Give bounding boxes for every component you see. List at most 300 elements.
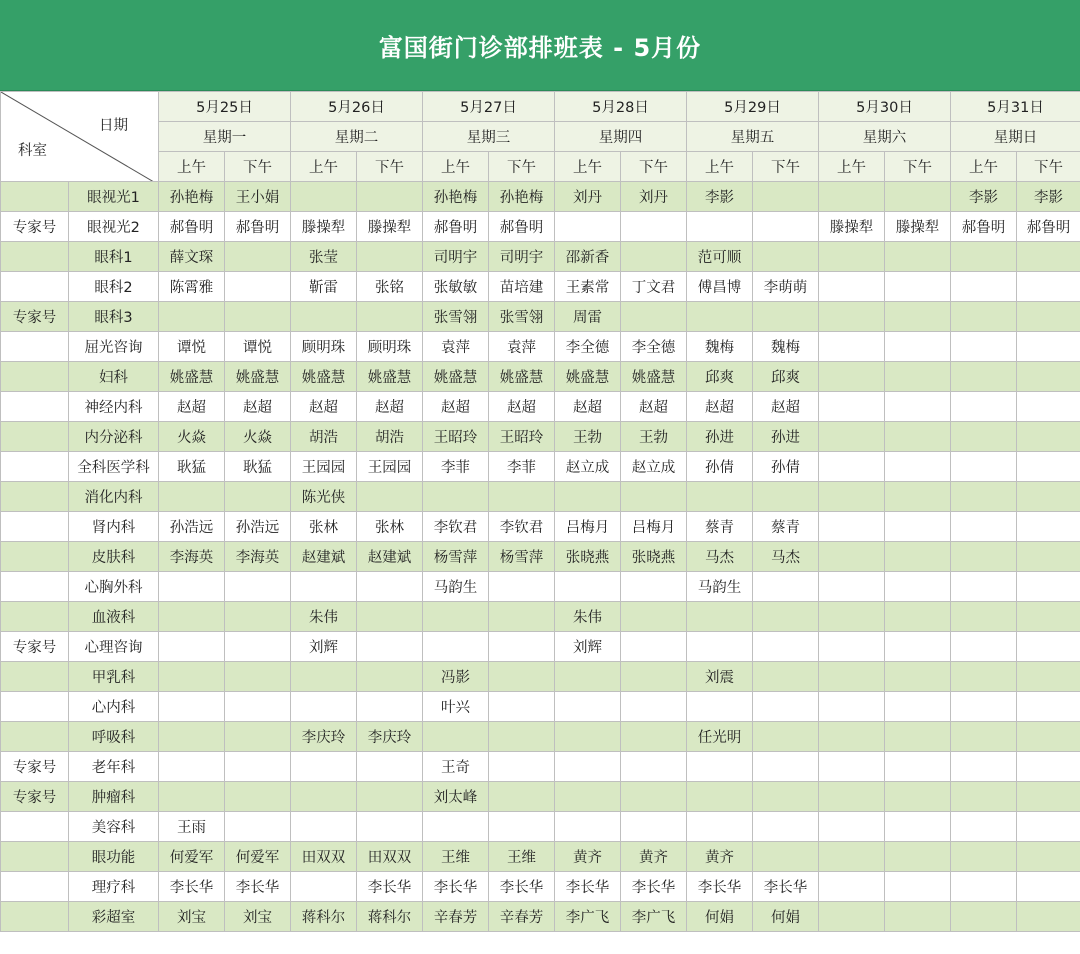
doctor-cell bbox=[951, 542, 1017, 572]
doctor-cell bbox=[819, 422, 885, 452]
doctor-cell bbox=[885, 692, 951, 722]
doctor-cell bbox=[951, 872, 1017, 902]
doctor-cell bbox=[489, 632, 555, 662]
doctor-cell: 王维 bbox=[423, 842, 489, 872]
weekday-header: 星期五 bbox=[687, 122, 819, 152]
department-cell: 血液科 bbox=[69, 602, 159, 632]
doctor-cell bbox=[489, 662, 555, 692]
doctor-cell: 顾明珠 bbox=[291, 332, 357, 362]
doctor-cell: 马杰 bbox=[753, 542, 819, 572]
doctor-cell: 李钦君 bbox=[489, 512, 555, 542]
doctor-cell bbox=[423, 722, 489, 752]
doctor-cell bbox=[687, 752, 753, 782]
doctor-cell bbox=[555, 782, 621, 812]
table-row bbox=[1, 362, 1080, 392]
doctor-cell bbox=[819, 362, 885, 392]
doctor-cell bbox=[1017, 812, 1080, 842]
department-cell: 妇科 bbox=[69, 362, 159, 392]
doctor-cell: 魏梅 bbox=[687, 332, 753, 362]
doctor-cell bbox=[357, 692, 423, 722]
doctor-cell bbox=[819, 452, 885, 482]
table-row bbox=[1, 392, 1080, 422]
doctor-cell bbox=[621, 572, 687, 602]
doctor-cell bbox=[357, 572, 423, 602]
doctor-cell: 刘震 bbox=[687, 662, 753, 692]
department-cell: 眼视光2 bbox=[69, 212, 159, 242]
doctor-cell: 孙艳梅 bbox=[159, 182, 225, 212]
doctor-cell: 朱伟 bbox=[555, 602, 621, 632]
date-header: 5月30日 bbox=[819, 92, 951, 122]
doctor-cell bbox=[1017, 662, 1080, 692]
doctor-cell bbox=[819, 242, 885, 272]
expert-tag-cell bbox=[1, 242, 69, 272]
doctor-cell bbox=[159, 662, 225, 692]
am-header: 上午 bbox=[951, 152, 1017, 182]
doctor-cell bbox=[819, 392, 885, 422]
doctor-cell bbox=[885, 452, 951, 482]
doctor-cell: 孙倩 bbox=[687, 452, 753, 482]
date-header: 5月27日 bbox=[423, 92, 555, 122]
department-cell: 神经内科 bbox=[69, 392, 159, 422]
doctor-cell: 李长华 bbox=[555, 872, 621, 902]
doctor-cell bbox=[621, 602, 687, 632]
doctor-cell bbox=[225, 752, 291, 782]
doctor-cell: 耿猛 bbox=[159, 452, 225, 482]
doctor-cell: 何爱军 bbox=[159, 842, 225, 872]
doctor-cell bbox=[225, 782, 291, 812]
table-row bbox=[1, 182, 1080, 212]
doctor-cell: 冯影 bbox=[423, 662, 489, 692]
table-row bbox=[1, 482, 1080, 512]
doctor-cell bbox=[291, 812, 357, 842]
doctor-cell: 司明宇 bbox=[423, 242, 489, 272]
table-row bbox=[1, 902, 1080, 932]
expert-tag-cell: 专家号 bbox=[1, 632, 69, 662]
department-cell: 眼科1 bbox=[69, 242, 159, 272]
date-header: 5月29日 bbox=[687, 92, 819, 122]
doctor-cell bbox=[753, 722, 819, 752]
doctor-cell bbox=[225, 812, 291, 842]
doctor-cell bbox=[951, 512, 1017, 542]
doctor-cell: 黄齐 bbox=[555, 842, 621, 872]
expert-tag-cell bbox=[1, 362, 69, 392]
doctor-cell: 火焱 bbox=[159, 422, 225, 452]
doctor-cell bbox=[819, 632, 885, 662]
doctor-cell: 刘宝 bbox=[225, 902, 291, 932]
half-day-header-row bbox=[1, 152, 1080, 182]
doctor-cell: 李广飞 bbox=[621, 902, 687, 932]
doctor-cell bbox=[819, 782, 885, 812]
doctor-cell: 刘丹 bbox=[555, 182, 621, 212]
department-cell: 眼科2 bbox=[69, 272, 159, 302]
doctor-cell: 何娟 bbox=[753, 902, 819, 932]
doctor-cell bbox=[687, 692, 753, 722]
doctor-cell: 王小娟 bbox=[225, 182, 291, 212]
doctor-cell bbox=[1017, 752, 1080, 782]
doctor-cell bbox=[291, 752, 357, 782]
weekday-header: 星期二 bbox=[291, 122, 423, 152]
date-header: 5月31日 bbox=[951, 92, 1080, 122]
table-row bbox=[1, 272, 1080, 302]
department-cell: 肾内科 bbox=[69, 512, 159, 542]
table-row bbox=[1, 692, 1080, 722]
table-row bbox=[1, 332, 1080, 362]
doctor-cell bbox=[885, 632, 951, 662]
doctor-cell: 袁萍 bbox=[423, 332, 489, 362]
department-cell: 心胸外科 bbox=[69, 572, 159, 602]
doctor-cell: 滕操犁 bbox=[885, 212, 951, 242]
doctor-cell: 孙浩远 bbox=[159, 512, 225, 542]
department-cell: 心内科 bbox=[69, 692, 159, 722]
doctor-cell bbox=[819, 842, 885, 872]
am-header: 上午 bbox=[423, 152, 489, 182]
doctor-cell: 田双双 bbox=[291, 842, 357, 872]
doctor-cell: 郝鲁明 bbox=[1017, 212, 1080, 242]
doctor-cell bbox=[951, 632, 1017, 662]
doctor-cell: 李菲 bbox=[423, 452, 489, 482]
table-row bbox=[1, 452, 1080, 482]
doctor-cell bbox=[819, 302, 885, 332]
doctor-cell: 王雨 bbox=[159, 812, 225, 842]
doctor-cell bbox=[753, 692, 819, 722]
table-row bbox=[1, 242, 1080, 272]
doctor-cell bbox=[951, 782, 1017, 812]
doctor-cell: 何娟 bbox=[687, 902, 753, 932]
doctor-cell: 谭悦 bbox=[159, 332, 225, 362]
doctor-cell bbox=[819, 602, 885, 632]
schedule-body bbox=[1, 182, 1080, 932]
doctor-cell: 薛文琛 bbox=[159, 242, 225, 272]
schedule-table bbox=[0, 91, 1080, 932]
doctor-cell bbox=[621, 692, 687, 722]
table-row bbox=[1, 542, 1080, 572]
doctor-cell bbox=[423, 812, 489, 842]
doctor-cell bbox=[357, 752, 423, 782]
doctor-cell bbox=[159, 782, 225, 812]
doctor-cell bbox=[357, 242, 423, 272]
doctor-cell: 滕操犁 bbox=[357, 212, 423, 242]
department-cell: 彩超室 bbox=[69, 902, 159, 932]
doctor-cell: 李海英 bbox=[225, 542, 291, 572]
doctor-cell: 张敏敏 bbox=[423, 272, 489, 302]
pm-header: 下午 bbox=[753, 152, 819, 182]
doctor-cell: 赵超 bbox=[159, 392, 225, 422]
doctor-cell bbox=[951, 842, 1017, 872]
doctor-cell: 刘宝 bbox=[159, 902, 225, 932]
doctor-cell: 李长华 bbox=[621, 872, 687, 902]
doctor-cell bbox=[225, 602, 291, 632]
doctor-cell bbox=[819, 872, 885, 902]
doctor-cell: 蔡青 bbox=[687, 512, 753, 542]
table-row bbox=[1, 302, 1080, 332]
doctor-cell bbox=[753, 662, 819, 692]
doctor-cell bbox=[489, 692, 555, 722]
doctor-cell bbox=[885, 602, 951, 632]
doctor-cell bbox=[753, 842, 819, 872]
doctor-cell bbox=[819, 542, 885, 572]
doctor-cell: 耿猛 bbox=[225, 452, 291, 482]
doctor-cell bbox=[621, 482, 687, 512]
doctor-cell bbox=[819, 722, 885, 752]
expert-tag-cell bbox=[1, 872, 69, 902]
doctor-cell: 王昭玲 bbox=[423, 422, 489, 452]
doctor-cell bbox=[951, 452, 1017, 482]
doctor-cell: 刘丹 bbox=[621, 182, 687, 212]
doctor-cell: 苗培建 bbox=[489, 272, 555, 302]
weekday-header: 星期一 bbox=[159, 122, 291, 152]
doctor-cell bbox=[555, 752, 621, 782]
doctor-cell bbox=[1017, 452, 1080, 482]
doctor-cell: 孙艳梅 bbox=[489, 182, 555, 212]
doctor-cell bbox=[291, 872, 357, 902]
doctor-cell bbox=[1017, 872, 1080, 902]
doctor-cell bbox=[951, 722, 1017, 752]
doctor-cell bbox=[885, 902, 951, 932]
table-row bbox=[1, 812, 1080, 842]
expert-tag-cell bbox=[1, 422, 69, 452]
expert-tag-cell: 专家号 bbox=[1, 212, 69, 242]
doctor-cell bbox=[819, 482, 885, 512]
doctor-cell: 杨雪萍 bbox=[423, 542, 489, 572]
doctor-cell bbox=[819, 272, 885, 302]
doctor-cell: 郝鲁明 bbox=[225, 212, 291, 242]
doctor-cell: 马韵生 bbox=[687, 572, 753, 602]
doctor-cell bbox=[951, 572, 1017, 602]
page-title: 富国街门诊部排班表 - 5月份 bbox=[378, 33, 702, 62]
expert-tag-cell bbox=[1, 512, 69, 542]
weekday-header-row bbox=[1, 122, 1080, 152]
table-row bbox=[1, 872, 1080, 902]
doctor-cell: 王勃 bbox=[555, 422, 621, 452]
doctor-cell bbox=[357, 782, 423, 812]
doctor-cell: 蒋科尔 bbox=[357, 902, 423, 932]
doctor-cell bbox=[1017, 302, 1080, 332]
am-header: 上午 bbox=[687, 152, 753, 182]
doctor-cell: 李影 bbox=[687, 182, 753, 212]
doctor-cell bbox=[225, 482, 291, 512]
doctor-cell: 叶兴 bbox=[423, 692, 489, 722]
doctor-cell: 火焱 bbox=[225, 422, 291, 452]
doctor-cell: 赵超 bbox=[687, 392, 753, 422]
table-row bbox=[1, 842, 1080, 872]
doctor-cell bbox=[885, 782, 951, 812]
doctor-cell: 张晓燕 bbox=[621, 542, 687, 572]
doctor-cell: 赵超 bbox=[225, 392, 291, 422]
diagonal-divider bbox=[1, 92, 159, 182]
doctor-cell: 杨雪萍 bbox=[489, 542, 555, 572]
doctor-cell: 张雪翎 bbox=[423, 302, 489, 332]
doctor-cell: 魏梅 bbox=[753, 332, 819, 362]
doctor-cell bbox=[753, 242, 819, 272]
doctor-cell bbox=[1017, 512, 1080, 542]
doctor-cell bbox=[225, 692, 291, 722]
doctor-cell bbox=[951, 692, 1017, 722]
doctor-cell: 李影 bbox=[1017, 182, 1080, 212]
doctor-cell bbox=[357, 812, 423, 842]
doctor-cell bbox=[1017, 902, 1080, 932]
pm-header: 下午 bbox=[621, 152, 687, 182]
doctor-cell: 王园园 bbox=[357, 452, 423, 482]
doctor-cell: 任光明 bbox=[687, 722, 753, 752]
doctor-cell bbox=[819, 752, 885, 782]
doctor-cell bbox=[819, 572, 885, 602]
doctor-cell: 王素常 bbox=[555, 272, 621, 302]
doctor-cell: 姚盛慧 bbox=[159, 362, 225, 392]
doctor-cell bbox=[1017, 542, 1080, 572]
doctor-cell bbox=[753, 602, 819, 632]
doctor-cell bbox=[819, 332, 885, 362]
expert-tag-cell: 专家号 bbox=[1, 752, 69, 782]
doctor-cell: 王勃 bbox=[621, 422, 687, 452]
doctor-cell bbox=[489, 482, 555, 512]
doctor-cell bbox=[885, 392, 951, 422]
doctor-cell: 朱伟 bbox=[291, 602, 357, 632]
doctor-cell bbox=[753, 632, 819, 662]
doctor-cell bbox=[753, 482, 819, 512]
doctor-cell: 姚盛慧 bbox=[225, 362, 291, 392]
doctor-cell: 孙进 bbox=[753, 422, 819, 452]
doctor-cell: 胡浩 bbox=[291, 422, 357, 452]
doctor-cell bbox=[753, 572, 819, 602]
doctor-cell bbox=[489, 722, 555, 752]
doctor-cell bbox=[885, 362, 951, 392]
doctor-cell bbox=[291, 572, 357, 602]
doctor-cell: 姚盛慧 bbox=[357, 362, 423, 392]
doctor-cell bbox=[357, 302, 423, 332]
doctor-cell: 郝鲁明 bbox=[489, 212, 555, 242]
doctor-cell: 李庆玲 bbox=[357, 722, 423, 752]
doctor-cell bbox=[1017, 242, 1080, 272]
doctor-cell bbox=[1017, 482, 1080, 512]
doctor-cell bbox=[489, 782, 555, 812]
doctor-cell: 张林 bbox=[291, 512, 357, 542]
doctor-cell bbox=[885, 302, 951, 332]
doctor-cell bbox=[885, 242, 951, 272]
doctor-cell bbox=[159, 572, 225, 602]
doctor-cell: 赵超 bbox=[423, 392, 489, 422]
doctor-cell: 蔡青 bbox=[753, 512, 819, 542]
department-cell: 眼科3 bbox=[69, 302, 159, 332]
table-row bbox=[1, 722, 1080, 752]
doctor-cell: 李钦君 bbox=[423, 512, 489, 542]
doctor-cell bbox=[951, 482, 1017, 512]
doctor-cell: 姚盛慧 bbox=[555, 362, 621, 392]
doctor-cell: 刘太峰 bbox=[423, 782, 489, 812]
doctor-cell: 姚盛慧 bbox=[291, 362, 357, 392]
doctor-cell: 赵超 bbox=[555, 392, 621, 422]
doctor-cell bbox=[423, 602, 489, 632]
expert-tag-cell bbox=[1, 602, 69, 632]
department-cell: 消化内科 bbox=[69, 482, 159, 512]
corner-dept-label: 科室 bbox=[18, 143, 47, 159]
doctor-cell: 何爱军 bbox=[225, 842, 291, 872]
doctor-cell bbox=[489, 602, 555, 632]
doctor-cell bbox=[885, 752, 951, 782]
doctor-cell: 袁萍 bbox=[489, 332, 555, 362]
doctor-cell: 马杰 bbox=[687, 542, 753, 572]
doctor-cell bbox=[159, 302, 225, 332]
doctor-cell: 赵超 bbox=[489, 392, 555, 422]
doctor-cell: 赵超 bbox=[753, 392, 819, 422]
doctor-cell bbox=[225, 272, 291, 302]
pm-header: 下午 bbox=[1017, 152, 1080, 182]
doctor-cell: 辛春芳 bbox=[423, 902, 489, 932]
doctor-cell bbox=[951, 602, 1017, 632]
doctor-cell bbox=[621, 242, 687, 272]
doctor-cell: 姚盛慧 bbox=[489, 362, 555, 392]
doctor-cell bbox=[951, 272, 1017, 302]
doctor-cell bbox=[621, 812, 687, 842]
doctor-cell bbox=[753, 752, 819, 782]
doctor-cell bbox=[225, 632, 291, 662]
department-cell: 呼吸科 bbox=[69, 722, 159, 752]
doctor-cell: 黄齐 bbox=[687, 842, 753, 872]
doctor-cell: 司明宇 bbox=[489, 242, 555, 272]
doctor-cell: 顾明珠 bbox=[357, 332, 423, 362]
doctor-cell bbox=[819, 512, 885, 542]
corner-date-label: 日期 bbox=[99, 118, 128, 134]
doctor-cell bbox=[951, 752, 1017, 782]
doctor-cell: 范可顺 bbox=[687, 242, 753, 272]
doctor-cell bbox=[159, 482, 225, 512]
doctor-cell bbox=[885, 482, 951, 512]
pm-header: 下午 bbox=[225, 152, 291, 182]
doctor-cell bbox=[951, 392, 1017, 422]
table-row bbox=[1, 632, 1080, 662]
table-row bbox=[1, 662, 1080, 692]
doctor-cell bbox=[1017, 692, 1080, 722]
doctor-cell: 李萌萌 bbox=[753, 272, 819, 302]
department-cell: 内分泌科 bbox=[69, 422, 159, 452]
doctor-cell: 李广飞 bbox=[555, 902, 621, 932]
doctor-cell bbox=[885, 542, 951, 572]
doctor-cell: 张雪翎 bbox=[489, 302, 555, 332]
doctor-cell: 赵超 bbox=[621, 392, 687, 422]
doctor-cell: 胡浩 bbox=[357, 422, 423, 452]
doctor-cell: 陈霄雅 bbox=[159, 272, 225, 302]
doctor-cell: 丁文君 bbox=[621, 272, 687, 302]
doctor-cell bbox=[753, 212, 819, 242]
table-row bbox=[1, 212, 1080, 242]
doctor-cell: 黄齐 bbox=[621, 842, 687, 872]
expert-tag-cell bbox=[1, 332, 69, 362]
table-row bbox=[1, 752, 1080, 782]
doctor-cell: 李长华 bbox=[423, 872, 489, 902]
doctor-cell bbox=[489, 752, 555, 782]
expert-tag-cell bbox=[1, 482, 69, 512]
doctor-cell: 李长华 bbox=[489, 872, 555, 902]
doctor-cell bbox=[753, 812, 819, 842]
doctor-cell bbox=[885, 572, 951, 602]
department-cell: 心理咨询 bbox=[69, 632, 159, 662]
doctor-cell bbox=[687, 782, 753, 812]
pm-header: 下午 bbox=[357, 152, 423, 182]
doctor-cell: 李长华 bbox=[687, 872, 753, 902]
date-header-row bbox=[1, 92, 1080, 122]
doctor-cell: 李菲 bbox=[489, 452, 555, 482]
doctor-cell: 赵超 bbox=[291, 392, 357, 422]
department-cell: 皮肤科 bbox=[69, 542, 159, 572]
doctor-cell: 田双双 bbox=[357, 842, 423, 872]
doctor-cell bbox=[489, 812, 555, 842]
expert-tag-cell bbox=[1, 542, 69, 572]
doctor-cell: 孙艳梅 bbox=[423, 182, 489, 212]
doctor-cell bbox=[885, 872, 951, 902]
doctor-cell: 张晓燕 bbox=[555, 542, 621, 572]
doctor-cell bbox=[885, 722, 951, 752]
department-cell: 全科医学科 bbox=[69, 452, 159, 482]
doctor-cell bbox=[819, 812, 885, 842]
